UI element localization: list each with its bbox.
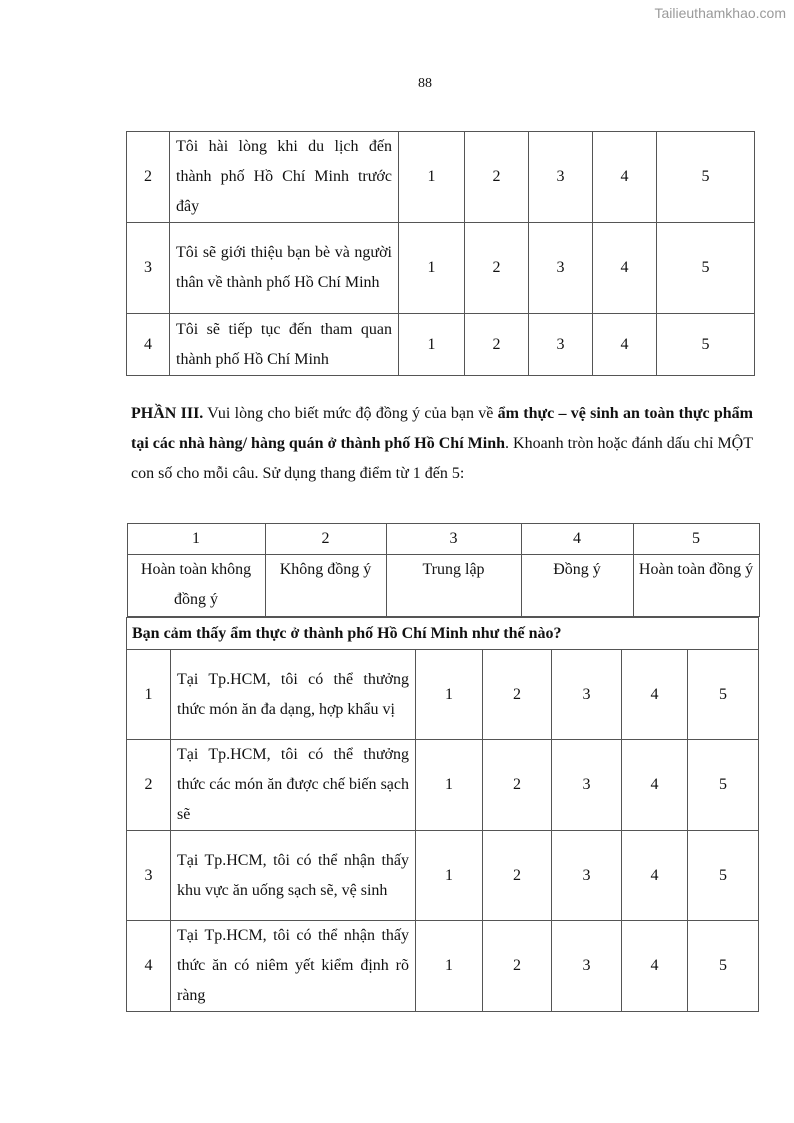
scale-option[interactable]: 1 bbox=[416, 740, 483, 831]
scale-option[interactable]: 5 bbox=[688, 831, 759, 921]
table-row bbox=[127, 650, 759, 740]
scale-option[interactable]: 2 bbox=[483, 831, 552, 921]
row-number: 3 bbox=[127, 223, 170, 314]
table-row bbox=[127, 921, 759, 1012]
scale-option[interactable]: 5 bbox=[657, 223, 755, 314]
statement: Tôi sẽ giới thiệu bạn bè và người thân về thành phố Hồ Chí Minh bbox=[170, 223, 399, 314]
table-row bbox=[127, 223, 755, 314]
table-row bbox=[127, 740, 759, 831]
statement: Tại Tp.HCM, tôi có thể nhận thấy thức ăn có niêm yết kiểm định rõ ràng bbox=[171, 921, 416, 1012]
row-number: 2 bbox=[127, 740, 171, 831]
row-number: 4 bbox=[127, 314, 170, 376]
scale-option[interactable]: 1 bbox=[399, 132, 465, 223]
row-number: 4 bbox=[127, 921, 171, 1012]
scale-number: 5 bbox=[633, 524, 759, 555]
scale-option[interactable]: 1 bbox=[416, 831, 483, 921]
scale-option[interactable]: 2 bbox=[465, 132, 529, 223]
section-instructions bbox=[131, 399, 753, 489]
scale-option[interactable]: 3 bbox=[529, 132, 593, 223]
scale-label: Không đồng ý bbox=[265, 555, 386, 617]
satisfaction-table bbox=[126, 131, 755, 376]
table-row bbox=[127, 314, 755, 376]
page-number: 88 bbox=[418, 76, 432, 91]
food-safety-table bbox=[126, 524, 759, 1012]
scale-option[interactable]: 4 bbox=[622, 831, 688, 921]
statement: Tại Tp.HCM, tôi có thể thưởng thức món ăn đa dạng, hợp khẩu vị bbox=[171, 650, 416, 740]
instruction-text: Vui lòng cho biết mức độ đồng ý của bạn về bbox=[203, 405, 498, 422]
scale-option[interactable]: 5 bbox=[688, 740, 759, 831]
statement: Tôi sẽ tiếp tục đến tham quan thành phố Hồ Chí Minh bbox=[170, 314, 399, 376]
statement: Tại Tp.HCM, tôi có thể thưởng thức các món ăn được chế biến sạch sẽ bbox=[171, 740, 416, 831]
scale-option[interactable]: 3 bbox=[529, 223, 593, 314]
scale-option[interactable]: 5 bbox=[688, 921, 759, 1012]
scale-option[interactable]: 3 bbox=[552, 740, 622, 831]
scale-option[interactable]: 2 bbox=[465, 314, 529, 376]
scale-option[interactable]: 4 bbox=[622, 921, 688, 1012]
scale-number: 2 bbox=[265, 524, 386, 555]
instruction-text-end: . Khoanh tròn hoặc đánh dấu chỉ MỘT con số cho mỗi câu. Sử dụng thang điểm từ 1 đến 5: bbox=[131, 435, 754, 482]
scale-number: 1 bbox=[127, 524, 265, 555]
table-row bbox=[127, 132, 755, 223]
scale-option[interactable]: 1 bbox=[416, 921, 483, 1012]
scale-option[interactable]: 2 bbox=[483, 921, 552, 1012]
scale-option[interactable]: 4 bbox=[593, 223, 657, 314]
row-number: 1 bbox=[127, 650, 171, 740]
scale-option[interactable]: 2 bbox=[465, 223, 529, 314]
scale-option[interactable]: 4 bbox=[622, 740, 688, 831]
watermark: Tailieuthamkhao.com bbox=[654, 5, 786, 21]
scale-legend bbox=[127, 524, 759, 618]
scale-option[interactable]: 4 bbox=[593, 132, 657, 223]
scale-label: Hoàn toàn không đồng ý bbox=[127, 555, 265, 617]
scale-number: 4 bbox=[521, 524, 633, 555]
statement: Tôi hài lòng khi du lịch đến thành phố Hồ Chí Minh trước đây bbox=[170, 132, 399, 223]
question-heading: Bạn cảm thấy ẩm thực ở thành phố Hồ Chí Minh như thế nào? bbox=[127, 618, 759, 650]
scale-option[interactable]: 4 bbox=[593, 314, 657, 376]
scale-option[interactable]: 3 bbox=[552, 831, 622, 921]
scale-option[interactable]: 1 bbox=[399, 314, 465, 376]
scale-option[interactable]: 5 bbox=[657, 132, 755, 223]
scale-label: Trung lập bbox=[386, 555, 521, 617]
scale-label: Hoàn toàn đồng ý bbox=[633, 555, 759, 617]
scale-option[interactable]: 1 bbox=[399, 223, 465, 314]
statement: Tại Tp.HCM, tôi có thể nhận thấy khu vực ăn uống sạch sẽ, vệ sinh bbox=[171, 831, 416, 921]
scale-option[interactable]: 3 bbox=[552, 650, 622, 740]
scale-option[interactable]: 2 bbox=[483, 650, 552, 740]
question-row bbox=[127, 618, 759, 650]
scale-option[interactable]: 1 bbox=[416, 650, 483, 740]
table-row bbox=[127, 831, 759, 921]
scale-option[interactable]: 4 bbox=[622, 650, 688, 740]
scale-label: Đồng ý bbox=[521, 555, 633, 617]
scale-option[interactable]: 3 bbox=[529, 314, 593, 376]
scale-option[interactable]: 2 bbox=[483, 740, 552, 831]
scale-option[interactable]: 5 bbox=[688, 650, 759, 740]
scale-option[interactable]: 3 bbox=[552, 921, 622, 1012]
row-number: 2 bbox=[127, 132, 170, 223]
scale-number: 3 bbox=[386, 524, 521, 555]
row-number: 3 bbox=[127, 831, 171, 921]
scale-option[interactable]: 5 bbox=[657, 314, 755, 376]
instruction-bold: ẩm thực – vệ sinh an toàn thực phẩm tại các nhà hàng/ hàng quán ở thành phố Hồ Chí Minh bbox=[131, 405, 753, 452]
section-heading: PHẦN III. bbox=[131, 405, 204, 422]
